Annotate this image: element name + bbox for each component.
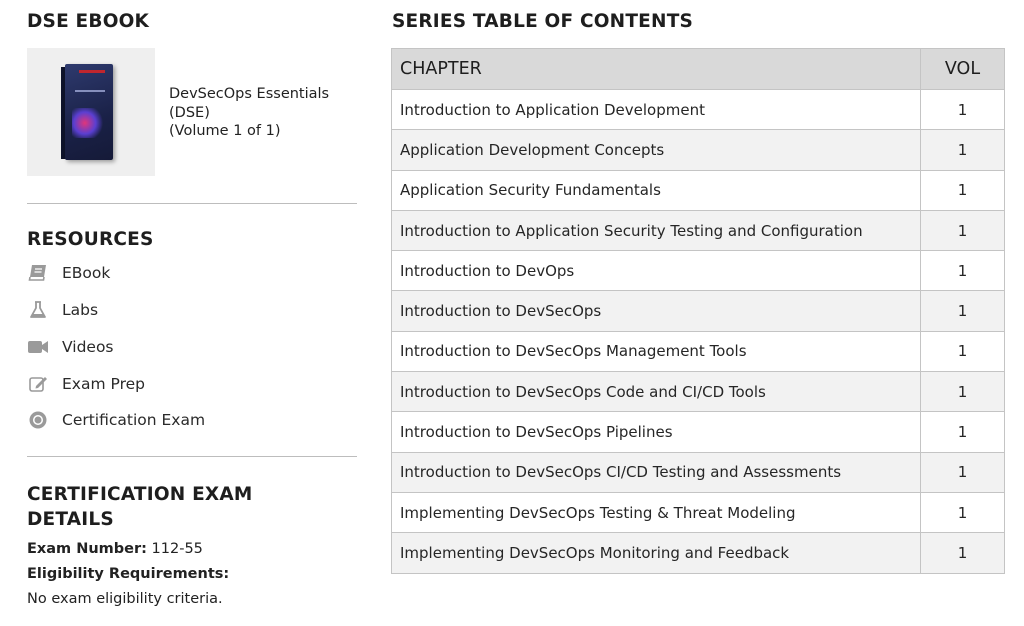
vol-cell: 1 xyxy=(921,251,1005,291)
certificate-icon xyxy=(27,409,49,431)
resource-label: Videos xyxy=(62,338,114,356)
table-row[interactable] xyxy=(392,412,1005,452)
table-row[interactable] xyxy=(392,331,1005,371)
table-row[interactable] xyxy=(392,492,1005,532)
vol-cell: 1 xyxy=(921,331,1005,371)
resource-exam-prep-link[interactable] xyxy=(27,370,327,398)
chapter-cell: Introduction to DevSecOps CI/CD Testing and Assessments xyxy=(392,452,921,492)
toc-table xyxy=(391,48,1005,574)
ebook-title-line1: DevSecOps Essentials xyxy=(169,86,330,102)
ebook-volume: (Volume 1 of 1) xyxy=(169,123,281,139)
resource-label: Labs xyxy=(62,301,99,319)
vol-cell: 1 xyxy=(921,90,1005,130)
book-cover-band xyxy=(79,70,105,73)
table-row[interactable] xyxy=(392,372,1005,412)
column-header-chapter: CHAPTER xyxy=(392,49,921,90)
book-cover-artwork xyxy=(72,108,104,138)
chapter-cell: Introduction to Application Development xyxy=(392,90,921,130)
vol-cell: 1 xyxy=(921,412,1005,452)
video-camera-icon xyxy=(27,336,49,358)
book-cover-title-bar xyxy=(75,90,105,92)
certification-section-title xyxy=(27,482,287,532)
vol-cell: 1 xyxy=(921,452,1005,492)
chapter-cell: Introduction to DevSecOps xyxy=(392,291,921,331)
chapter-cell: Introduction to DevSecOps Pipelines xyxy=(392,412,921,452)
flask-icon xyxy=(27,299,49,321)
chapter-cell: Introduction to DevSecOps Code and CI/CD Tools xyxy=(392,372,921,412)
resource-videos-link[interactable] xyxy=(27,333,327,361)
resource-label: Exam Prep xyxy=(62,375,145,393)
divider xyxy=(27,203,357,204)
resource-label: EBook xyxy=(62,264,111,282)
chapter-cell: Application Security Fundamentals xyxy=(392,170,921,210)
chapter-cell: Implementing DevSecOps Testing & Threat Modeling xyxy=(392,492,921,532)
ebook-title-line2: (DSE) xyxy=(169,104,210,121)
edit-icon xyxy=(27,373,49,395)
vol-cell: 1 xyxy=(921,130,1005,170)
exam-number-value: 112-55 xyxy=(146,541,203,557)
ebook-name xyxy=(169,85,354,141)
resource-certification-exam-link[interactable] xyxy=(27,406,327,434)
chapter-cell: Introduction to DevOps xyxy=(392,251,921,291)
table-row[interactable] xyxy=(392,170,1005,210)
vol-cell: 1 xyxy=(921,291,1005,331)
exam-number-label: Exam Number: xyxy=(27,541,147,557)
vol-cell: 1 xyxy=(921,372,1005,412)
resources-section-title: RESOURCES xyxy=(27,229,154,250)
table-row[interactable] xyxy=(392,291,1005,331)
vol-cell: 1 xyxy=(921,492,1005,532)
certification-title-line2: DETAILS xyxy=(27,509,114,530)
chapter-cell: Application Development Concepts xyxy=(392,130,921,170)
eligibility-line xyxy=(27,566,229,582)
toc-body xyxy=(392,90,1005,574)
certification-title-line1: CERTIFICATION EXAM xyxy=(27,484,253,505)
table-row[interactable] xyxy=(392,130,1005,170)
toc-section-title: SERIES TABLE OF CONTENTS xyxy=(392,11,694,32)
table-row[interactable] xyxy=(392,533,1005,573)
column-header-vol: VOL xyxy=(921,49,1005,90)
toc-header-row xyxy=(392,49,1005,90)
eligibility-value: No exam eligibility criteria. xyxy=(27,591,223,607)
ebook-section-title: DSE EBOOK xyxy=(27,11,150,32)
resource-labs-link[interactable] xyxy=(27,296,327,324)
vol-cell: 1 xyxy=(921,533,1005,573)
table-row[interactable] xyxy=(392,210,1005,250)
vol-cell: 1 xyxy=(921,170,1005,210)
resource-ebook-link[interactable] xyxy=(27,259,327,287)
chapter-cell: Introduction to Application Security Testing and Configuration xyxy=(392,210,921,250)
table-row[interactable] xyxy=(392,90,1005,130)
chapter-cell: Implementing DevSecOps Monitoring and Feedback xyxy=(392,533,921,573)
exam-number-line xyxy=(27,541,203,557)
ebook-cover[interactable] xyxy=(27,48,155,176)
divider xyxy=(27,456,357,457)
book-icon xyxy=(27,262,49,284)
eligibility-label: Eligibility Requirements: xyxy=(27,566,230,582)
table-row[interactable] xyxy=(392,251,1005,291)
table-row[interactable] xyxy=(392,452,1005,492)
chapter-cell: Introduction to DevSecOps Management Tools xyxy=(392,331,921,371)
resource-label: Certification Exam xyxy=(62,411,206,429)
vol-cell: 1 xyxy=(921,210,1005,250)
